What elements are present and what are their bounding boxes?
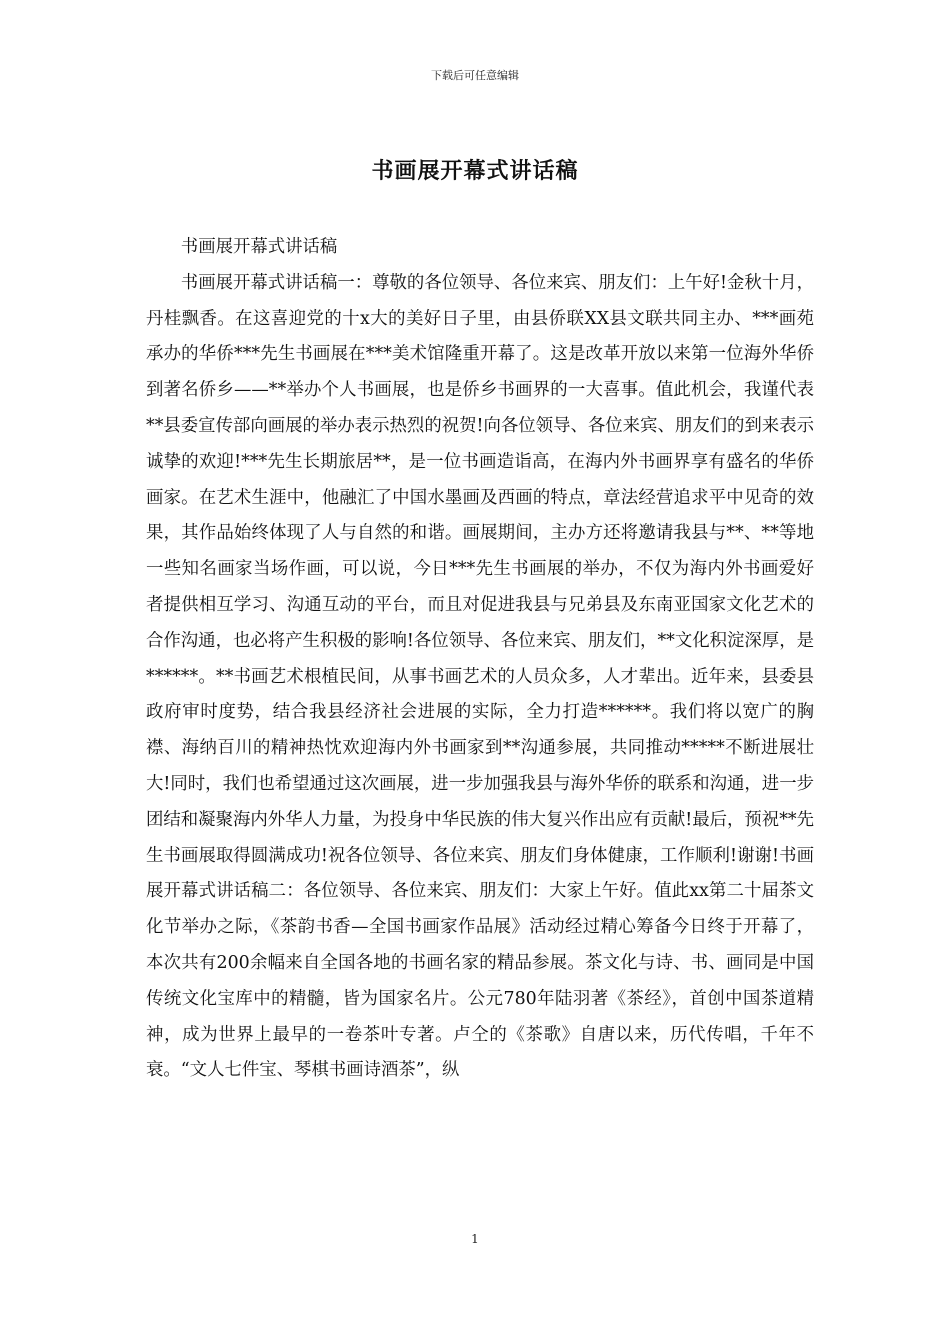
document-body xyxy=(146,230,814,1089)
body-paragraph: 书画展开幕式讲话稿一：尊敬的各位领导、各位来宾、朋友们：上午好!金秋十月，丹桂飘香。在这喜迎党的十x大的美好日子里，由县侨联XX县文联共同主办、***画苑承办的华侨***先生书画展在***美术馆隆重开幕了。这是改革开放以来第一位海外华侨到著名侨乡——**举办个人书画展，也是侨乡书画界的一大喜事。值此机会，我谨代表**县委宣传部向画展的举办表示热烈的祝贺!向各位领导、各位来宾、朋友们的到来表示诚挚的欢迎!***先生长期旅居**，是一位书画造诣高，在海内外书画界享有盛名的华侨画家。在艺术生涯中，他融汇了中国水墨画及西画的特点，章法经营追求平中见奇的效果，其作品始终体现了人与自然的和谐。画展期间，主办方还将邀请我县与**、**等地一些知名画家当场作画，可以说，今日***先生书画展的举办，不仅为海内外书画爱好者提供相互学习、沟通互动的平台，而且对促进我县与兄弟县及东南亚国家文化艺术的合作沟通，也必将产生积极的影响!各位领导、各位来宾、朋友们，**文化积淀深厚，是******。**书画艺术根植民间，从事书画艺术的人员众多，人才辈出。近年来，县委县政府审时度势，结合我县经济社会进展的实际，全力打造******。我们将以宽广的胸襟、海纳百川的精神热忱欢迎海内外书画家到**沟通参展，共同推动*****不断进展壮大!同时，我们也希望通过这次画展，进一步加强我县与海外华侨的联系和沟通，进一步团结和凝聚海内外华人力量，为投身中华民族的伟大复兴作出应有贡献!最后，预祝**先生书画展取得圆满成功!祝各位领导、各位来宾、朋友们身体健康，工作顺利!谢谢!书画展开幕式讲话稿二：各位领导、各位来宾、朋友们：大家上午好。值此xx第二十届茶文化节举办之际，《茶韵书香—全国书画家作品展》活动经过精心筹备今日终于开幕了，本次共有200余幅来自全国各地的书画名家的精品参展。茶文化与诗、书、画同是中国传统文化宝库中的精髓，皆为国家名片。公元780年陆羽著《茶经》，首创中国茶道精神，成为世界上最早的一卷茶叶专著。卢仝的《茶歌》自唐以来，历代传唱，千年不衰。“文人七件宝、琴棋书画诗酒茶”，纵 xyxy=(146,272,814,1081)
header-note: 下载后可任意编辑 xyxy=(431,69,519,82)
page-number: 1 xyxy=(471,1232,479,1246)
body-paragraph: 书画展开幕式讲话稿 xyxy=(180,237,338,257)
document-title: 书画展开幕式讲话稿 xyxy=(371,159,579,184)
